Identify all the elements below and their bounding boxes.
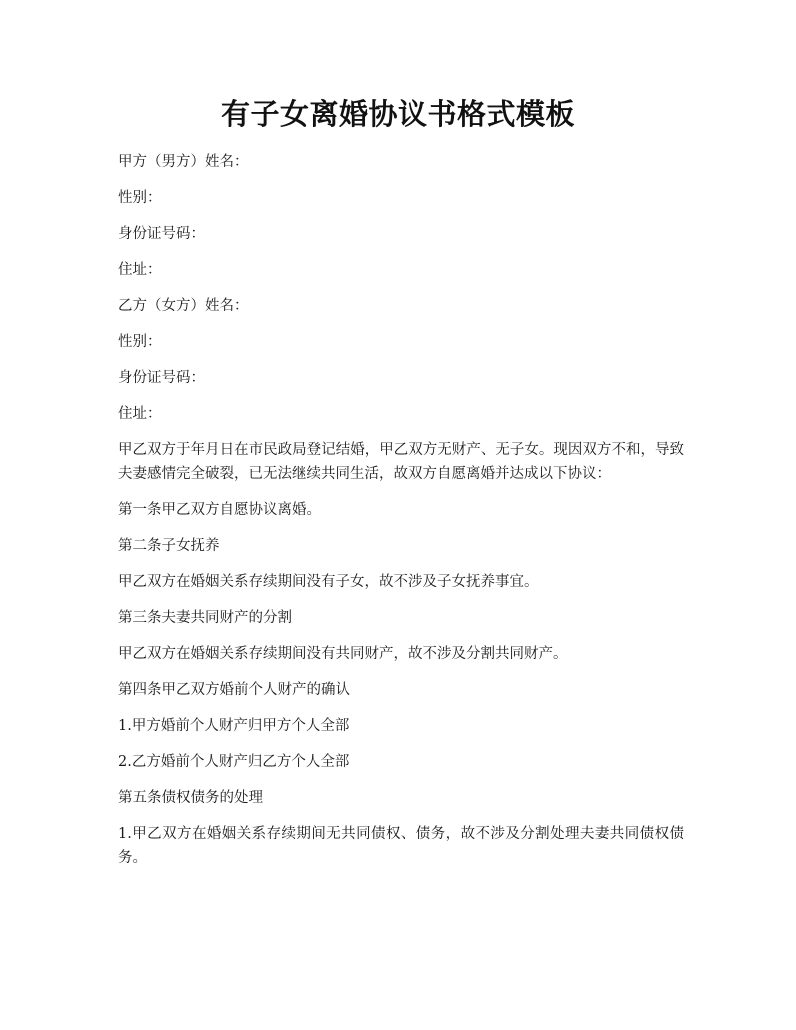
article-5-heading: 第五条债权债务的处理 bbox=[118, 790, 263, 806]
wife-id-field: 身份证号码： bbox=[118, 370, 205, 386]
wife-name-field: 乙方（女方）姓名： bbox=[118, 298, 249, 314]
husband-gender-field: 性别： bbox=[118, 190, 162, 206]
wife-address-field: 住址： bbox=[118, 406, 162, 422]
article-1-heading: 第一条甲乙双方自愿协议离婚。 bbox=[118, 502, 321, 518]
document-title: 有子女离婚协议书格式模板 bbox=[220, 97, 575, 131]
husband-id-field: 身份证号码： bbox=[118, 226, 205, 242]
document-body bbox=[118, 150, 684, 882]
article-3-heading: 第三条夫妻共同财产的分割 bbox=[118, 610, 292, 626]
article-4-item-1: 1.甲方婚前个人财产归甲方个人全部 bbox=[118, 718, 350, 734]
article-2-body: 甲乙双方在婚姻关系存续期间没有子女，故不涉及子女抚养事宜。 bbox=[118, 574, 539, 590]
article-3-body: 甲乙双方在婚姻关系存续期间没有共同财产，故不涉及分割共同财产。 bbox=[118, 646, 568, 662]
husband-name-field: 甲方（男方）姓名： bbox=[118, 154, 249, 170]
article-2-heading: 第二条子女抚养 bbox=[118, 538, 220, 554]
article-5-item-1: 1.甲乙双方在婚姻关系存续期间无共同债权、债务，故不涉及分割处理夫妻共同债权债务。 bbox=[118, 826, 684, 866]
husband-address-field: 住址： bbox=[118, 262, 162, 278]
article-4-heading: 第四条甲乙双方婚前个人财产的确认 bbox=[118, 682, 350, 698]
article-4-item-2: 2.乙方婚前个人财产归乙方个人全部 bbox=[118, 754, 350, 770]
wife-gender-field: 性别： bbox=[118, 334, 162, 350]
preamble-paragraph: 甲乙双方于年月日在市民政局登记结婚，甲乙双方无财产、无子女。现因双方不和，导致夫妻感情完全破裂，已无法继续共同生活，故双方自愿离婚并达成以下协议： bbox=[118, 442, 684, 482]
